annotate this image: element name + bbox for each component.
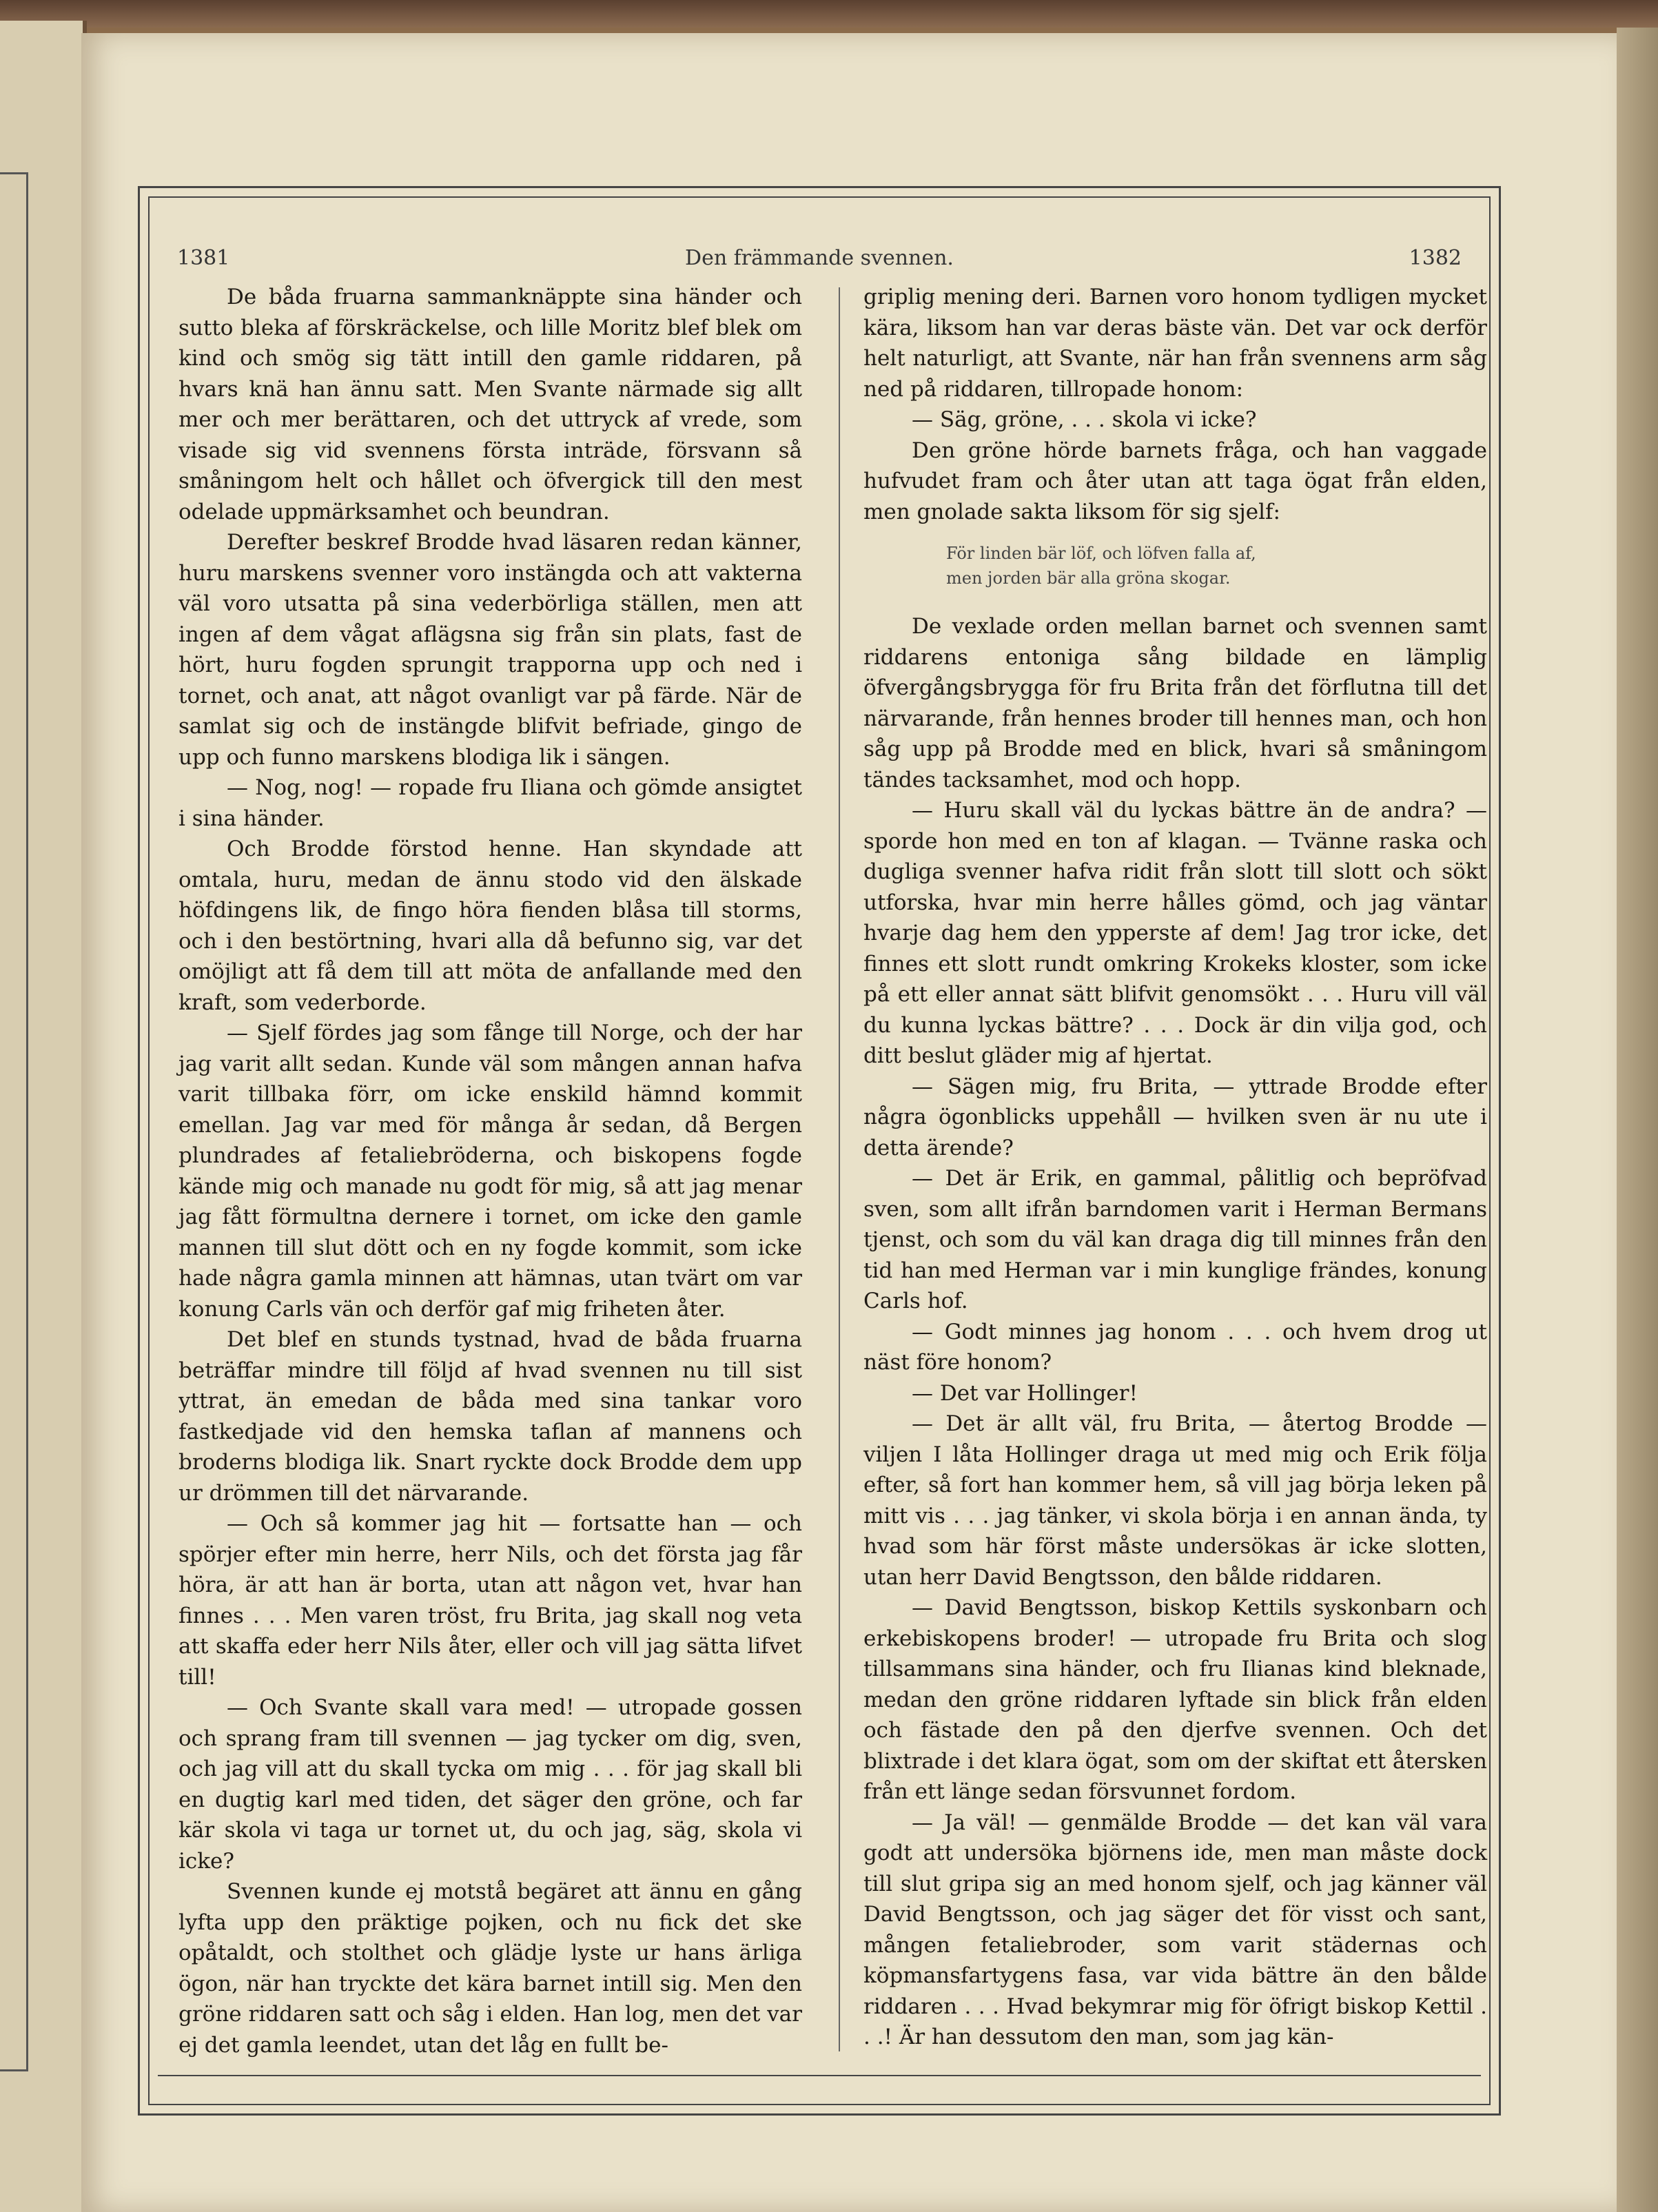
paragraph: — Sägen mig, fru Brita, — yttrade Brodde efter några ögonblicks uppehåll — hvilken sven är nu ute i detta ärende? (863, 1074, 1487, 1160)
paragraph: — Det är Erik, en gammal, pålitlig och bepröfvad sven, som allt ifrån barndomen varit i Herman Bermans tjenst, och som du väl kan draga dig till minnes från den tid han med Herman var i min kunglige frändes, konung Carls hof. (863, 1166, 1487, 1313)
paragraph: Derefter beskref Brodde hvad läsaren redan känner, huru marskens svenner voro instängda och att vakterna väl voro utsatta på sina vederbörliga ställen, men att ingen af dem vågat aflägsna sig från sin plats, fast de hört, huru fogden sprungit trapporna upp och ned i tornet, och anat, att något ovanligt var på färde. När de samlat sig och de instängde blifvit befriade, gingo de upp och funno marskens blodiga lik i sängen. (178, 530, 802, 770)
page-frame-outer (138, 186, 1501, 2116)
paragraph: — Säg, gröne, . . . skola vi icke? (912, 407, 1257, 432)
book-spine (0, 0, 1658, 28)
paragraph: Det blef en stunds tystnad, hvad de båda fruarna beträffar mindre till följd af hvad svennen nu till sist yttrat, än emedan de båda med sina tankar voro fastkedjade vid den hemska taflan af mannens och broderns blodiga lik. Snart ryckte dock Brodde dem upp ur drömmen till det närvarande. (178, 1327, 802, 1506)
previous-page-edge (0, 21, 87, 2212)
page-frame-inner (148, 196, 1491, 2105)
paragraph: — Sjelf fördes jag som fånge till Norge, och der har jag varit allt sedan. Kunde väl som mången annan hafva varit tillbaka förr, om icke enskild hämnd kommit emellan. Jag var med för många år sedan, då Bergen plundrades af fetaliebröderna, och biskopens fogde kände mig och manade nu godt för mig, så att jag menar jag fått förmultna dernere i tornet, om icke den gamle mannen till slut dött och en ny fogde kommit, som icke hade några gamla minnen att hämnas, utan tvärt om var konung Carls vän och derför gaf mig friheten åter. (178, 1021, 802, 1322)
paragraph: Svennen kunde ej motstå begäret att ännu en gång lyfta upp den präktige pojken, och nu fick det ske opåtaldt, och stolthet och glädje lyste ur hans ärliga ögon, när han tryckte det kära barnet intill sig. Men den gröne riddaren satt och såg i elden. Han log, men det var ej det gamla leendet, utan det låg en fullt be- (178, 1879, 802, 2058)
poem-line: men jorden bär alla gröna skogar. (946, 569, 1231, 588)
right-page-number: 1382 (1409, 246, 1462, 270)
previous-page-frame (0, 172, 28, 2071)
right-column (863, 282, 1487, 2053)
paragraph: — Och Svante skall vara med! — utropade gossen och sprang fram till svennen — jag tycker om dig, sven, och jag vill att du skall tycka om mig . . . för jag skall bli en dugtig karl med tiden, det säger den gröne, och far kär skola vi taga ur tornet ut, du och jag, säg, skola vi icke? (178, 1695, 802, 1874)
running-title: Den främmande svennen. (685, 246, 954, 270)
running-header (177, 246, 1462, 280)
paragraph: — Huru skall väl du lyckas bättre än de andra? — sporde hon med en ton af klagan. — Tvänne raska och dugliga svenner hafva ridit från slott till slott och sökt utforska, hvar min herre hålles gömd, och jag väntar hvarje dag hem den ypperste af dem! Jag tror icke, det finnes ett slott rundt omkring Krokeks kloster, som icke på ett eller annat sätt blifvit genomsökt . . . Huru vill väl du kunna lyckas bättre? . . . Dock är din vilja god, och ditt beslut gläder mig af hjertat. (863, 798, 1487, 1068)
paragraph: — Godt minnes jag honom . . . och hvem drog ut näst före honom? (863, 1319, 1487, 1375)
paragraph: — Nog, nog! — ropade fru Iliana och gömde ansigtet i sina händer. (178, 775, 802, 831)
paragraph: — Och så kommer jag hit — fortsatte han — och spörjer efter min herre, herr Nils, och det första jag får höra, är att han är borta, utan att någon vet, hvar han finnes . . . Men varen tröst, fru Brita, jag skall nog veta att skaffa eder herr Nils åter, eller och vill jag sätta lifvet till! (178, 1511, 802, 1690)
bottom-rule (158, 2075, 1481, 2076)
paragraph: Den gröne hörde barnets fråga, och han vaggade hufvudet fram och åter utan att taga ögat från elden, men gnolade sakta liksom för sig sjelf: (863, 438, 1487, 524)
paragraph: — Det är allt väl, fru Brita, — återtog Brodde — viljen I låta Hollinger draga ut med mig och Erik följa efter, så fort han kommer hem, så vill jag börja leken på mitt vis . . . jag tänker, vi skola börja i en annan ända, ty hvad som här först måste undersökas är icke slotten, utan herr David Bengtsson, den bålde riddaren. (863, 1411, 1487, 1590)
paragraph: — Det var Hollinger! (912, 1380, 1138, 1406)
paragraph: Och Brodde förstod henne. Han skyndade att omtala, huru, medan de ännu stodo vid den älskade höfdingens lik, de fingo höra fienden blåsa till storms, och i den bestörtning, hvari alla då befunno sig, var det omöjligt att få dem till att möta de anfallande med den kraft, som vederborde. (178, 837, 802, 1015)
poem-verse (863, 541, 1487, 591)
paragraph: griplig mening deri. Barnen voro honom tydligen mycket kära, liksom han var deras bäste vän. Det var ock derför helt naturligt, att Svante, när han från svennens arm såg ned på riddaren, tillropade honom: (863, 285, 1487, 402)
paragraph: — David Bengtsson, biskop Kettils syskonbarn och erkebiskopens broder! — utropade fru Brita och slog tillsammans sina händer, och fru Ilianas kind bleknade, medan den gröne riddaren lyftade sin blick från elden och fästade den på den djerfve svennen. Och det blixtrade i det klara ögat, som om der skiftat ett återsken från ett länge sedan försvunnet fordom. (863, 1595, 1487, 1804)
poem-line: För linden bär löf, och löfven falla af, (946, 544, 1256, 563)
left-column (178, 282, 802, 2060)
paragraph: De båda fruarna sammanknäppte sina händer och sutto bleka af förskräckelse, och lille Moritz blef blek om kind och smög sig tätt intill den gamle riddaren, på hvars knä han ännu satt. Men Svante närmade sig allt mer och mer berättaren, och det uttryck af vrede, som visade sig vid svennens första inträde, försvann så småningom helt och hållet och öfvergick till den mest odelade uppmärksamhet och beundran. (178, 285, 802, 524)
page-edge-right (1617, 28, 1658, 2212)
column-divider (839, 287, 840, 2051)
paragraph: — Ja väl! — genmälde Brodde — det kan väl vara godt att undersöka björnens ide, men man måste dock till slut gripa sig an med honom sjelf, och jag känner väl David Bengtsson, och jag säger det för visst och sant, mången fetaliebroder, som varit städernas och köpmansfartygens fasa, var vida bättre än den bålde riddaren . . . Hvad bekymrar mig för öfrigt biskop Kettil . . .! Är han dessutom den man, som jag kän- (863, 1810, 1487, 2049)
left-page-number: 1381 (177, 246, 230, 270)
book-page (81, 33, 1618, 2212)
paragraph: De vexlade orden mellan barnet och svennen samt riddarens entoniga sång bildade en lämplig öfvergångsbrygga för fru Brita från det förflutna till det närvarande, från hennes broder till hennes man, och hon såg upp på Brodde med en blick, hvari så småningom tändes tacksamhet, mod och hopp. (863, 614, 1487, 792)
